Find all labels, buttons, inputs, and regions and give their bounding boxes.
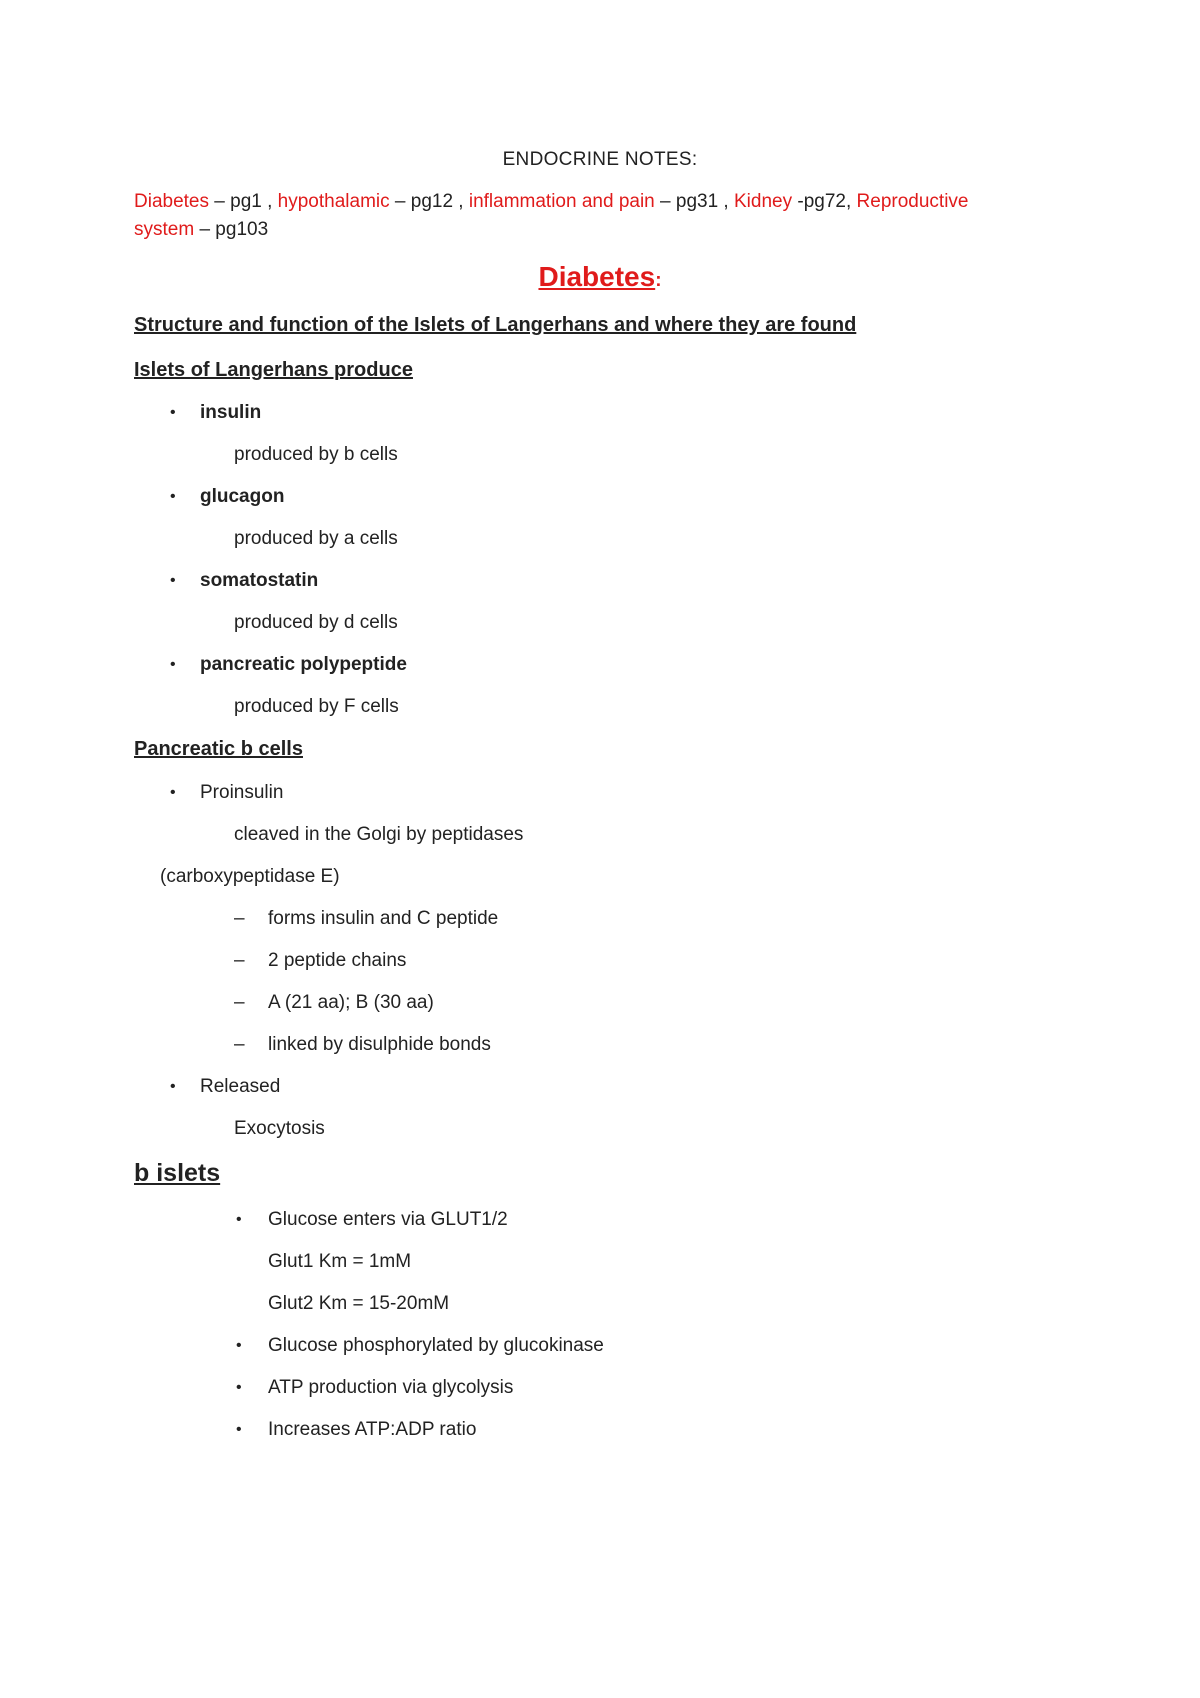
dash-icon: – [234, 992, 245, 1013]
islets-item-detail: produced by F cells [234, 696, 399, 717]
bislets-ratio: Increases ATP:ADP ratio [268, 1419, 477, 1440]
subheading-bcells: Pancreatic b cells [134, 738, 303, 760]
bislets-phosphorylated: Glucose phosphorylated by glucokinase [268, 1335, 604, 1356]
bislets-glucose-enters: Glucose enters via GLUT1/2 [268, 1209, 508, 1230]
released-label: Released [200, 1076, 281, 1097]
bullet-icon: • [236, 1379, 242, 1396]
proinsulin-label: Proinsulin [200, 782, 284, 803]
index-page-hypothalamic: – pg12 , [389, 191, 469, 212]
bullet-icon: • [170, 784, 176, 801]
islets-item-name: glucagon [200, 486, 285, 507]
index-page-inflammation: – pg31 , [654, 191, 734, 212]
proinsulin-dash-item: A (21 aa); B (30 aa) [268, 992, 434, 1013]
bullet-icon: • [170, 488, 176, 505]
bullet-icon: • [236, 1337, 242, 1354]
index-link-diabetes[interactable]: Diabetes [134, 191, 209, 212]
released-detail: Exocytosis [234, 1118, 325, 1139]
topic-index-line-1 [134, 190, 968, 214]
bullet-icon: • [236, 1211, 242, 1228]
proinsulin-dash-item: linked by disulphide bonds [268, 1034, 491, 1055]
dash-icon: – [234, 950, 245, 971]
islets-item-detail: produced by a cells [234, 528, 398, 549]
section-heading-diabetes [0, 260, 1200, 298]
islets-item-detail: produced by b cells [234, 444, 398, 465]
subheading-structure: Structure and function of the Islets of Langerhans and where they are found [134, 314, 857, 336]
index-link-inflammation[interactable]: inflammation and pain [468, 191, 655, 212]
bislets-glut1: Glut1 Km = 1mM [268, 1251, 412, 1272]
dash-icon: – [234, 908, 245, 929]
dash-icon: – [234, 1034, 245, 1055]
subheading-bislets: b islets [134, 1159, 221, 1187]
bislets-glut2: Glut2 Km = 15-20mM [268, 1293, 450, 1314]
topic-index-line-2 [134, 218, 268, 242]
bullet-icon: • [170, 572, 176, 589]
index-link-hypothalamic[interactable]: hypothalamic [277, 191, 390, 212]
bislets-atp-production: ATP production via glycolysis [268, 1377, 514, 1398]
proinsulin-dash-item: forms insulin and C peptide [268, 908, 499, 929]
index-page-kidney: -pg72, [792, 191, 857, 212]
section-heading-text: Diabetes [538, 261, 656, 292]
index-page-diabetes: – pg1 , [209, 191, 278, 212]
document-title: ENDOCRINE NOTES: [502, 149, 698, 170]
bullet-icon: • [236, 1421, 242, 1438]
index-page-reproductive: – pg103 [194, 219, 269, 240]
index-link-reproductive-cont[interactable]: system [134, 219, 195, 240]
islets-item-name: insulin [200, 402, 262, 423]
section-heading-colon: : [655, 270, 662, 291]
index-link-kidney[interactable]: Kidney [733, 191, 793, 212]
bullet-icon: • [170, 404, 176, 421]
islets-item-name: pancreatic polypeptide [200, 654, 407, 675]
bullet-icon: • [170, 656, 176, 673]
proinsulin-dash-item: 2 peptide chains [268, 950, 407, 971]
islets-item-detail: produced by d cells [234, 612, 398, 633]
bullet-icon: • [170, 1078, 176, 1095]
proinsulin-enzyme: (carboxypeptidase E) [160, 866, 340, 887]
subheading-islets: Islets of Langerhans produce [134, 359, 413, 381]
proinsulin-detail: cleaved in the Golgi by peptidases [234, 824, 524, 845]
index-link-reproductive[interactable]: Reproductive [856, 191, 969, 212]
islets-item-name: somatostatin [200, 570, 319, 591]
